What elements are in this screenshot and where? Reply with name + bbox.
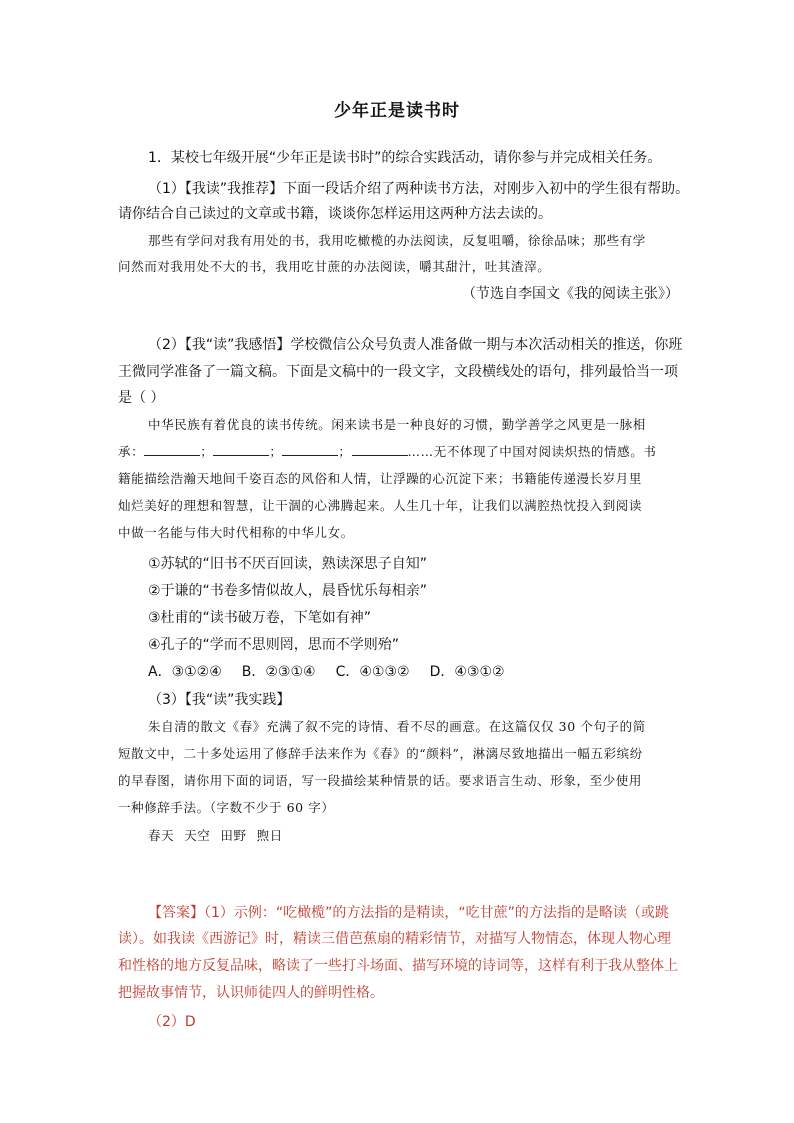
- keyword: 天空: [184, 828, 211, 843]
- passage-line-2: [118, 442, 656, 460]
- item-3: ③杜甫的“读书破万卷，下笔如有神”: [148, 610, 372, 626]
- choice-options: [148, 661, 525, 681]
- keyword: 田野: [220, 828, 247, 843]
- separator-2: ；: [269, 444, 283, 459]
- part2-instruction: 王微同学准备了一篇文稿。下面是文稿中的一段文字，文段横线处的语句，排列最恰当一项: [118, 364, 678, 380]
- passage-line-3: 籍能描绘浩瀚天地间千姿百态的风俗和人情，让浮躁的心沉淀下来；书籍能传递漫长岁月里: [118, 471, 643, 486]
- blank-3: [282, 443, 338, 456]
- question-intro: 1．某校七年级开展“少年正是读书时”的综合实践活动，请你参与并完成相关任务。: [148, 150, 662, 166]
- answer-line-3: 和性格的地方反复品味，略读了一些打斗场面、描写环境的诗词等，这样有利于我从整体上: [118, 958, 678, 974]
- passage-line-1: 中华民族有着优良的读书传统。闲来读书是一种良好的习惯，勤学善学之风更是一脉相: [148, 417, 646, 432]
- quote-line-1: 那些有学问对我有用处的书，我用吃橄榄的办法阅读，反复咀嚼，徐徐品味；那些有学: [148, 233, 646, 248]
- answer-line-2: 读）。如我读《西游记》时，精读三借芭蕉扇的精彩情节，对描写人物情态，体现人物心理: [118, 931, 671, 947]
- passage-line-2-prefix: 承：: [118, 444, 145, 459]
- answer-tag: 【答案】: [148, 905, 204, 921]
- blank-2: [213, 443, 269, 456]
- part1-heading: （1）【我读”我推荐】下面一段话介绍了两种读书方法，对刚步入初中的学生很有帮助。: [148, 181, 690, 197]
- separator-1: ；: [200, 444, 214, 459]
- part2-question-end: 是（ ）: [118, 390, 165, 406]
- part3-line-1: 朱自清的散文《春》充满了叙不完的诗情、看不尽的画意。在这篇仅仅 30 个句子的简: [148, 719, 646, 734]
- separator-3: ；: [338, 444, 352, 459]
- part1-instruction: 请你结合自己读过的文章或书籍，谈谈你怎样运用这两种方法去读的。: [118, 206, 552, 222]
- passage-line-4: 灿烂美好的理想和智慧，让干涸的心沸腾起来。人生几十年，让我们以满腔热忱投入到阅读: [118, 498, 643, 513]
- option-b: B．②③①④: [241, 664, 316, 680]
- answer-part2: （2）D: [148, 1014, 196, 1030]
- part3-heading: （3）【我“读”我实践】: [148, 692, 291, 708]
- item-2: ②于谦的“书卷多情似故人，晨昏忧乐每相亲”: [148, 583, 428, 599]
- passage-line-5: 中做一名能与伟大时代相称的中华儿女。: [118, 525, 354, 540]
- blank-4: [352, 443, 408, 456]
- option-c: C．④①③②: [335, 664, 410, 680]
- passage-line-2-suffix: ……无不体现了中国对阅读炽热的情感。书: [407, 444, 657, 459]
- part2-heading: （2）【我“读”我感悟】学校微信公众号负责人准备做一期与本次活动相关的推送，你班: [148, 337, 683, 353]
- quote-line-2: 问然而对我用处不大的书，我用吃甘蔗的办法阅读，嚼其甜汁，吐其渣滓。: [118, 259, 551, 274]
- item-4: ④孔子的“学而不思则罔，思而不学则殆”: [148, 637, 400, 653]
- keyword: 煦日: [256, 828, 283, 843]
- quote-source: （节选自李国文《我的阅读主张》）: [462, 286, 679, 302]
- option-a: A．③①②④: [148, 664, 222, 680]
- keyword-list: [148, 826, 293, 844]
- blank-1: [144, 443, 200, 456]
- page-title: 少年正是读书时: [334, 101, 460, 121]
- part3-line-2: 短散文中，二十多处运用了修辞手法来作为《春》的“颜料”，淋漓尽致地描出一幅五彩缤纷: [118, 746, 643, 761]
- part3-line-4: 一种修辞手法。（字数不少于 60 字）: [118, 800, 335, 815]
- option-d: D．④③①②: [429, 664, 505, 680]
- keyword: 春天: [148, 828, 175, 843]
- part3-line-3: 的早春图，请你用下面的词语，写一段描绘某种情景的话。要求语言生动、形象，至少使用: [118, 773, 643, 788]
- answer-text-1: （1）示例：“吃橄榄”的方法指的是精读，“吃甘蔗”的方法指的是略读（或跳: [204, 905, 669, 921]
- answer-line-1: [148, 902, 669, 922]
- item-1: ①苏轼的“旧书不厌百回读，熟读深思子自知”: [148, 556, 428, 572]
- answer-line-4: 把握故事情节，认识师徒四人的鲜明性格。: [118, 985, 384, 1001]
